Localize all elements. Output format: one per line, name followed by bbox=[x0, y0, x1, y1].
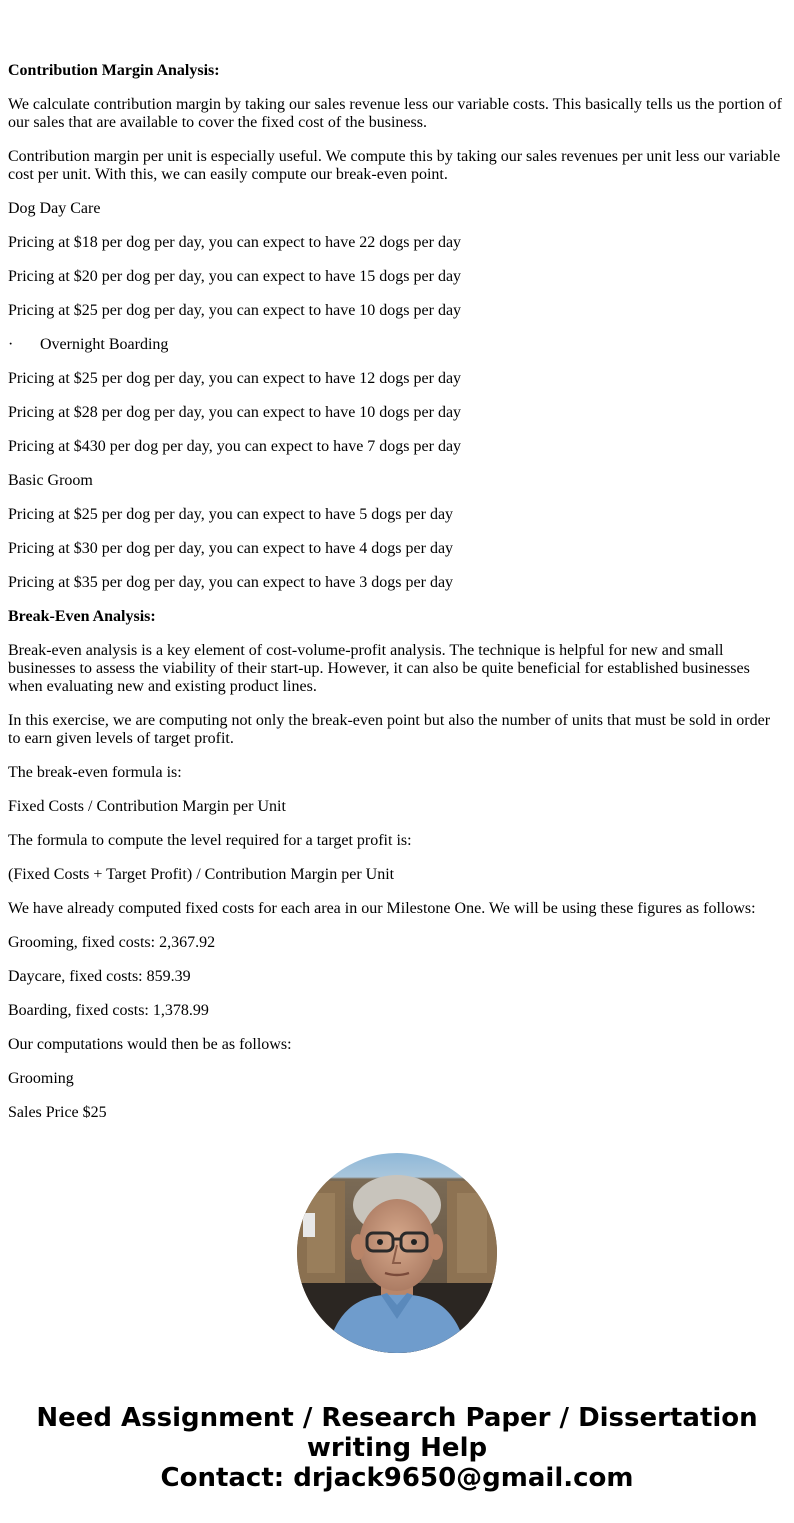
formula-break-even: Fixed Costs / Contribution Margin per Unit bbox=[8, 798, 286, 815]
daycare-label: Dog Day Care bbox=[8, 200, 101, 217]
promo-contact: Contact: drjack9650@gmail.com bbox=[160, 1463, 634, 1493]
computations-intro: Our computations would then be as follows: bbox=[8, 1036, 292, 1053]
promo-line: Need Assignment / Research Paper / Dissertation bbox=[36, 1403, 758, 1433]
fixed-cost-grooming: Grooming, fixed costs: 2,367.92 bbox=[8, 934, 216, 951]
daycare-pricing-line: Pricing at $25 per dog per day, you can expect to have 10 dogs per day bbox=[8, 302, 462, 319]
fixed-cost-boarding: Boarding, fixed costs: 1,378.99 bbox=[8, 1002, 209, 1019]
groom-pricing-line: Pricing at $35 per dog per day, you can expect to have 3 dogs per day bbox=[8, 574, 454, 591]
sales-price: Sales Price $25 bbox=[8, 1104, 107, 1121]
formula-intro: The break-even formula is: bbox=[8, 764, 182, 781]
boarding-pricing-line: Pricing at $430 per dog per day, you can expect to have 7 dogs per day bbox=[8, 438, 462, 455]
heading-contribution-margin: Contribution Margin Analysis: bbox=[8, 62, 220, 79]
heading-break-even: Break-Even Analysis: bbox=[8, 608, 156, 625]
daycare-pricing-line: Pricing at $20 per dog per day, you can expect to have 15 dogs per day bbox=[8, 268, 462, 285]
groom-label: Basic Groom bbox=[8, 472, 93, 489]
paragraph: In this exercise, we are computing not only the break-even point but also the number of units that must be sold in order to earn given levels of target profit. bbox=[8, 712, 771, 747]
fixed-costs-intro: We have already computed fixed costs for each area in our Milestone One. We will be using these figures as follows: bbox=[8, 900, 756, 917]
formula-target-intro: The formula to compute the level required for a target profit is: bbox=[8, 832, 412, 849]
paragraph: Contribution margin per unit is especially useful. We compute this by taking our sales revenues per unit less our variable cost per unit. With this, we can easily compute our break-even point. bbox=[8, 148, 781, 183]
paragraph: We calculate contribution margin by taking our sales revenue less our variable costs. This basically tells us the portion of our sales that are available to cover the fixed cost of the business. bbox=[8, 96, 782, 131]
avatar bbox=[297, 1153, 497, 1353]
boarding-pricing-line: Pricing at $25 per dog per day, you can expect to have 12 dogs per day bbox=[8, 370, 462, 387]
promo-banner bbox=[0, 1403, 794, 1493]
daycare-pricing-line: Pricing at $18 per dog per day, you can expect to have 22 dogs per day bbox=[8, 234, 462, 251]
document-body bbox=[8, 62, 786, 1138]
boarding-pricing-line: Pricing at $28 per dog per day, you can expect to have 10 dogs per day bbox=[8, 404, 462, 421]
grooming-label: Grooming bbox=[8, 1070, 74, 1087]
formula-target-profit: (Fixed Costs + Target Profit) / Contribution Margin per Unit bbox=[8, 866, 395, 883]
boarding-bullet-item bbox=[8, 336, 786, 354]
boarding-label: Overnight Boarding bbox=[40, 336, 169, 353]
bullet-icon: · bbox=[8, 336, 14, 353]
fixed-cost-daycare: Daycare, fixed costs: 859.39 bbox=[8, 968, 191, 985]
groom-pricing-line: Pricing at $30 per dog per day, you can expect to have 4 dogs per day bbox=[8, 540, 454, 557]
promo-line: writing Help bbox=[306, 1433, 488, 1463]
paragraph: Break-even analysis is a key element of cost-volume-profit analysis. The technique is helpful for new and small businesses to assess the viability of their start-up. However, it can also be quite beneficial for established businesses when evaluating new and existing product lines. bbox=[8, 642, 750, 695]
groom-pricing-line: Pricing at $25 per dog per day, you can expect to have 5 dogs per day bbox=[8, 506, 454, 523]
